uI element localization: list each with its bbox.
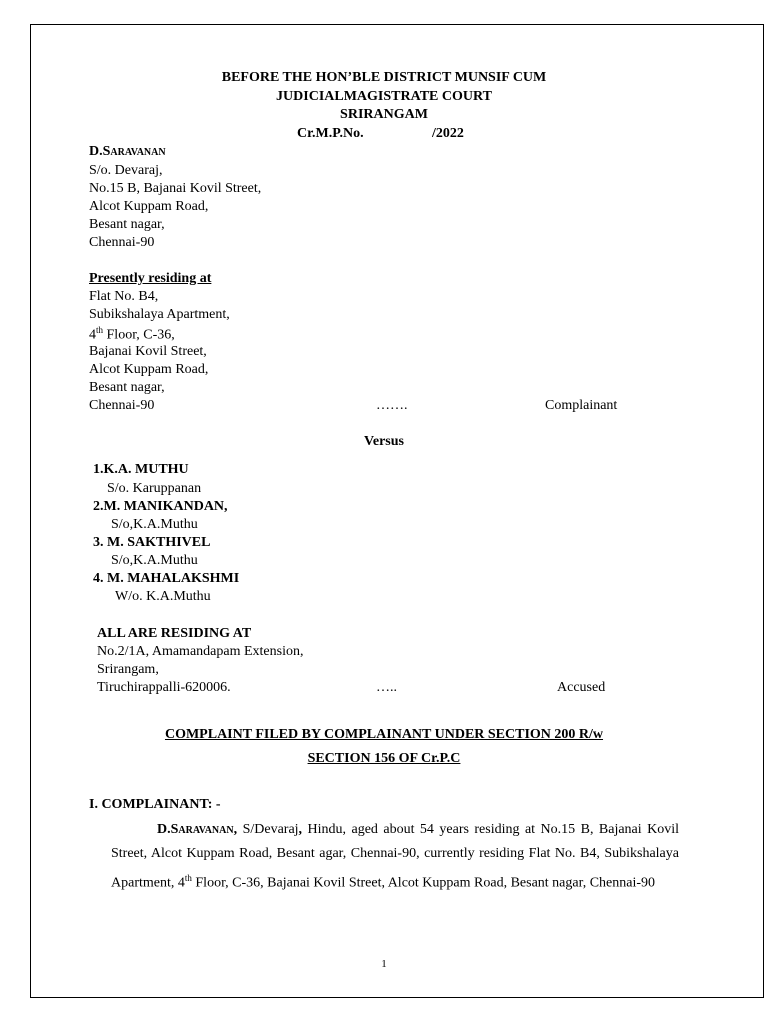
accused-name: 4. M. MAHALAKSHMI [93,571,240,586]
present-address-heading: Presently residing at [89,271,212,286]
complainant-address-line: No.15 B, Bajanai Kovil Street, [89,181,262,196]
versus-heading: Versus [364,434,404,449]
complainant-address-line: Chennai-90 [89,235,155,250]
page-number: 1 [381,958,387,970]
accused-dots: ….. [376,680,397,695]
court-title-line-3: SRIRANGAM [340,107,428,122]
accused-relation: S/o. Karuppanan [107,481,202,496]
paragraph-text: S/Devaraj [242,822,299,837]
paragraph-text: Hindu, aged about 54 years residing at No.15 B, Bajanai Kovil Street, Alcot Kuppam Road, Besant agar, Chennai-90, currently residing Flat No. B4, Subikshalaya Apartment, 4 [111,822,680,891]
present-address-line: Besant nagar, [89,380,165,395]
complainant-dots: ……. [376,398,408,413]
complainant-role: Complainant [545,398,618,413]
residence-line: Tiruchirappalli-620006. [97,680,231,695]
case-number-year: /2022 [432,126,464,141]
present-address-line: Alcot Kuppam Road, [89,362,209,377]
present-address-line: Bajanai Kovil Street, [89,344,207,359]
accused-role: Accused [557,680,606,695]
complainant-paragraph [111,818,679,896]
paragraph-text: Floor, C-36, Bajanai Kovil Street, Alcot Kuppam Road, Besant nagar, Chennai-90 [195,875,656,891]
complainant-name: D.Saravanan [89,144,166,159]
residence-heading: ALL ARE RESIDING AT [97,626,252,641]
court-title-line-2: JUDICIALMAGISTRATE COURT [276,89,492,104]
accused-name: 3. M. SAKTHIVEL [93,535,211,550]
complaint-title-line-2: SECTION 156 OF Cr.P.C [307,751,461,766]
floor-number: 4 [89,327,96,343]
accused-relation: S/o,K.A.Muthu [111,553,198,568]
complainant-address-line: S/o. Devaraj, [89,163,163,178]
court-title-line-1: BEFORE THE HON’BLE DISTRICT MUNSIF CUM [221,70,547,85]
paragraph-comma: , [298,822,303,837]
floor-text: Floor, C-36, [106,327,175,343]
accused-name: 2.M. MANIKANDAN, [93,499,228,514]
paragraph-superscript: th [184,873,192,883]
complaint-title-line-1: COMPLAINT FILED BY COMPLAINANT UNDER SECTION 200 R/w [164,727,604,742]
present-address-line: Flat No. B4, [89,289,159,304]
present-address-floor [89,325,175,344]
accused-relation: W/o. K.A.Muthu [115,589,211,604]
accused-relation: S/o,K.A.Muthu [111,517,198,532]
present-address-line: Subikshalaya Apartment, [89,307,230,322]
present-address-line: Chennai-90 [89,398,155,413]
complainant-address-line: Alcot Kuppam Road, [89,199,209,214]
residence-line: No.2/1A, Amamandapam Extension, [97,644,304,659]
section-heading: I. COMPLAINANT: - [89,797,221,812]
accused-name: 1.K.A. MUTHU [93,462,189,477]
complainant-address-line: Besant nagar, [89,217,165,232]
paragraph-name: D.Saravanan, [157,822,238,837]
floor-superscript: th [96,325,104,335]
case-number-label: Cr.M.P.No. [297,126,364,141]
residence-line: Srirangam, [97,662,159,677]
